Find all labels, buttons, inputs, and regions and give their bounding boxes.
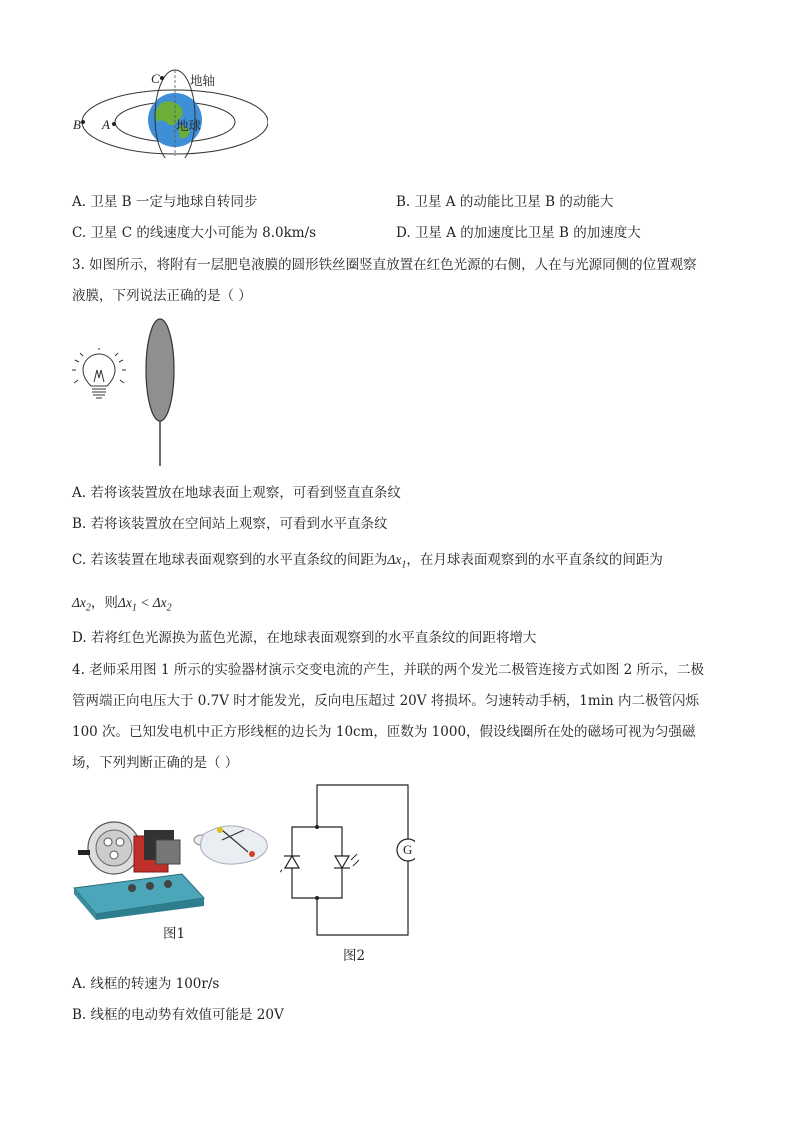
orbit-label-a: A [102,117,110,132]
q2-option-c[interactable]: C. 卫星 C 的线速度大小可能为 8.0km/s [72,225,317,241]
earth-label: 地球 [176,118,202,133]
q4-stem-line2: 管两端正向电压大于 0.7V 时才能发光，反向电压超过 20V 将损坏。匀速转动手柄，1min 内二极管闪烁 [72,693,700,709]
formula-dx2: $\Delta x_2$ [72,595,91,614]
q3-option-b[interactable]: B. 若将该装置放在空间站上观察，可看到水平直条纹 [72,516,388,532]
q4-stem-line1: 4. 老师采用图 1 所示的实验器材演示交变电流的产生，并联的两个发光二极管连接方式如图 2 所示，二极 [72,662,705,678]
figure2-caption: 图2 [343,948,366,964]
q3-option-c-text2: ，在月球表面观察到的水平直条纹的间距为 [406,552,663,568]
q4-option-a[interactable]: A. 线框的转速为 100r/s [72,976,220,992]
axis-label: 地轴 [190,73,216,88]
formula-inequality: $\Delta x_1 < \Delta x_2$ [117,595,172,614]
q3-option-c-text3: ，则 [90,595,118,611]
orbit-label-b: B [73,117,81,132]
q4-stem-line4: 场，下列判断正确的是（ ） [72,755,239,771]
q4-stem-line3: 100 次。已知发电机中正方形线框的边长为 10cm，匝数为 1000，假设线圈所在处的磁场可视为匀强磁 [72,724,696,740]
q3-option-c-line2[interactable] [72,594,172,618]
q4-option-b[interactable]: B. 线框的电动势有效值可能是 20V [72,1007,284,1023]
q2-option-d[interactable]: D. 卫星 A 的加速度比卫星 B 的加速度大 [396,225,641,241]
formula-dx1: $\Delta x_1$ [387,552,407,571]
bulb-icon [70,348,128,410]
q3-option-c-line1[interactable] [72,551,663,575]
q2-option-a[interactable]: A. 卫星 B 一定与地球自转同步 [72,194,258,210]
figure1-caption: 图1 [163,926,186,942]
orbit-figure [68,66,268,158]
circuit-diagram [280,780,415,940]
galvanometer-label: G [403,842,413,857]
q2-option-b[interactable]: B. 卫星 A 的动能比卫星 B 的动能大 [396,194,614,210]
q3-option-d[interactable]: D. 若将红色光源换为蓝色光源，在地球表面观察到的水平直条纹的间距将增大 [72,630,537,646]
soap-film-ring [140,318,180,468]
orbit-label-c: C [151,71,160,86]
q3-option-a[interactable]: A. 若将该装置放在地球表面上观察，可看到竖直直条纹 [72,485,401,501]
q3-stem-line2: 液膜，下列说法正确的是（ ） [72,288,252,304]
q3-option-c-text1: C. 若该装置在地球表面观察到的水平直条纹的间距为 [72,552,388,568]
q3-stem-line1: 3. 如图所示，将附有一层肥皂液膜的圆形铁丝圈竖直放置在红色光源的右侧，人在与光源同侧的位置观察 [72,257,697,273]
generator-apparatus-figure [72,800,272,920]
